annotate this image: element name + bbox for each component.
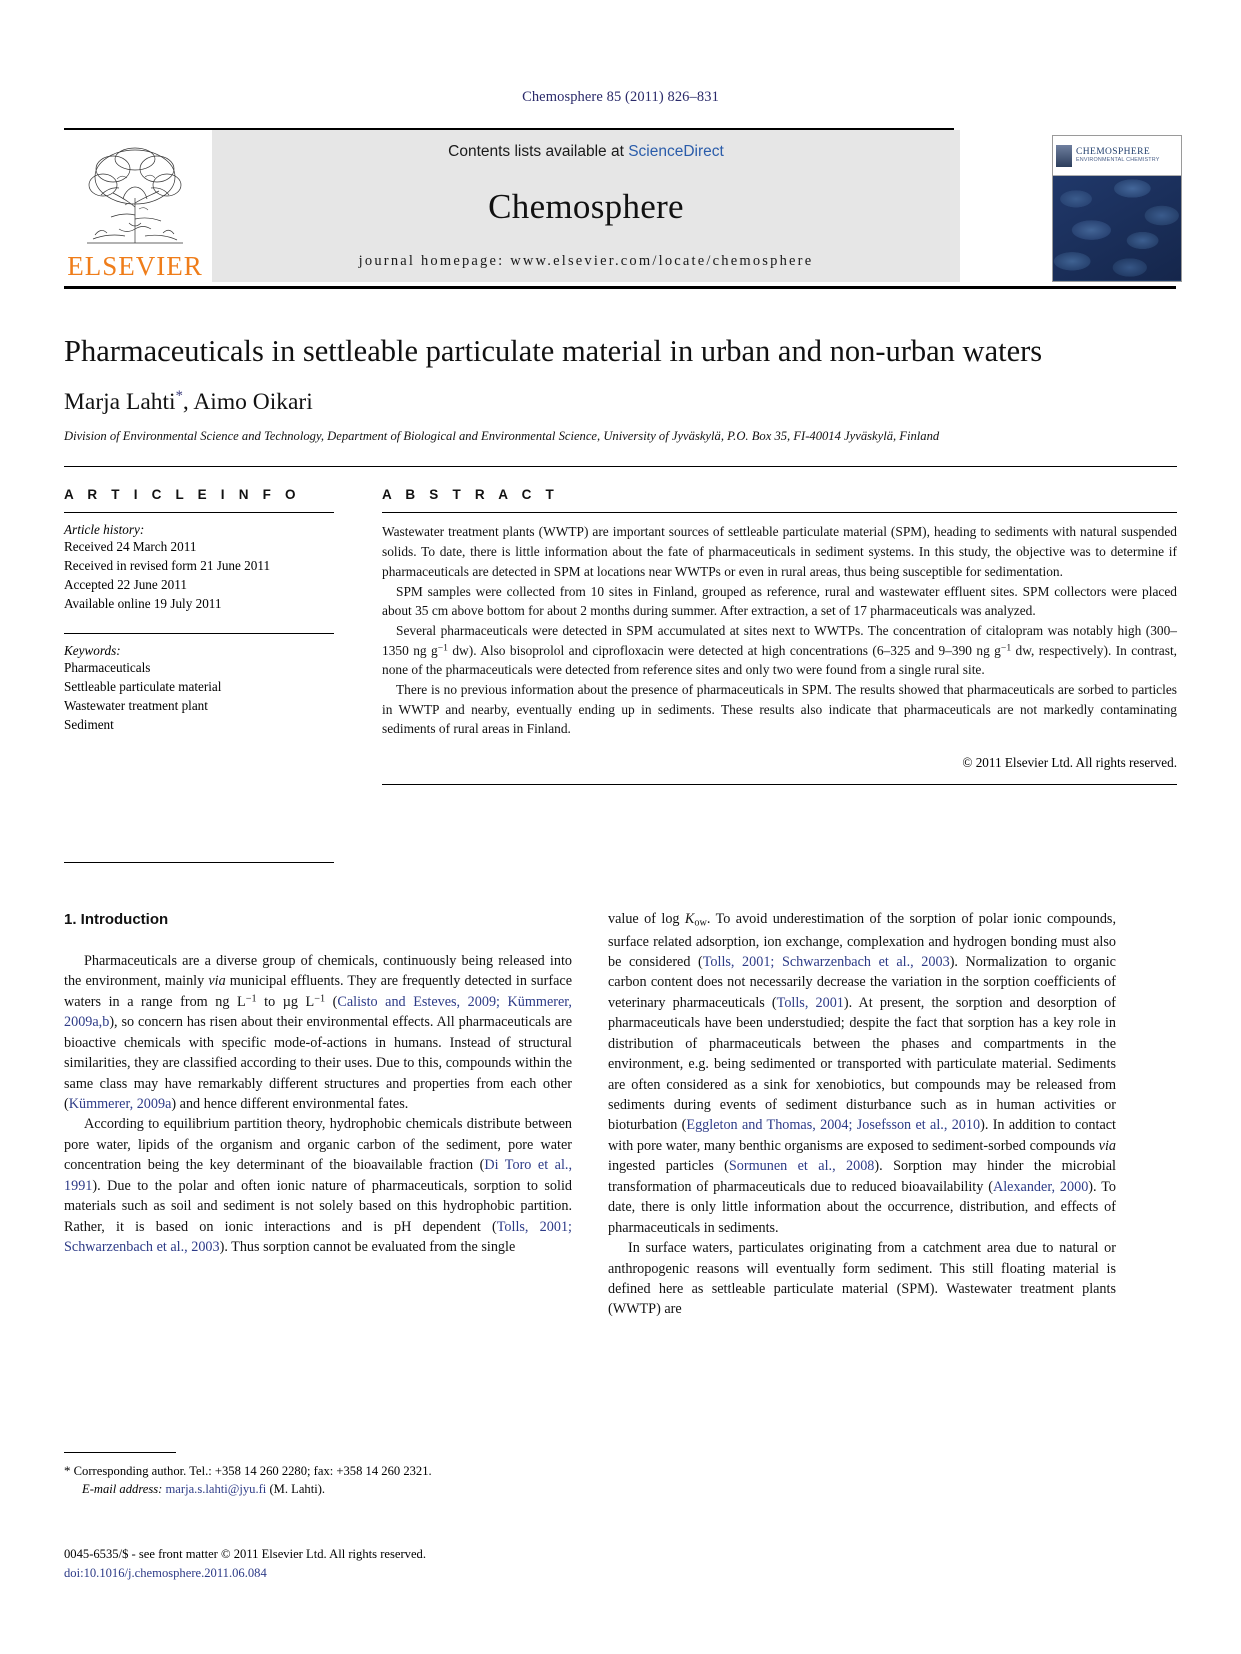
elsevier-logo xyxy=(64,130,206,282)
corresponding-author-marker: * xyxy=(175,387,183,404)
keywords-label: Keywords: xyxy=(64,643,121,659)
keyword-item: Settleable particulate material xyxy=(64,679,222,695)
keyword-item: Pharmaceuticals xyxy=(64,660,151,676)
cover-artwork xyxy=(1053,176,1181,280)
abstract-column xyxy=(382,487,1177,863)
email-link[interactable]: marja.s.lahti@jyu.fi xyxy=(165,1481,267,1496)
contents-available-line xyxy=(448,143,724,161)
journal-title: Chemosphere xyxy=(488,187,684,226)
cover-header xyxy=(1053,136,1181,176)
cover-journal-subtitle: ENVIRONMENTAL CHEMISTRY xyxy=(1076,156,1160,163)
email-suffix: (M. Lahti). xyxy=(269,1481,326,1496)
contents-prefix: Contents lists available at xyxy=(448,143,629,160)
info-abstract-row xyxy=(64,466,1177,863)
keyword-item: Sediment xyxy=(64,716,114,732)
affiliation: Division of Environmental Science and Technology, Department of Biological and Environmental Science, University of Jyväskylä, P.O. Box 35, FI-40014 Jyväskylä, Finland xyxy=(64,429,940,444)
email-label: E-mail address: xyxy=(82,1481,163,1496)
elsevier-tree-icon xyxy=(73,143,197,251)
journal-cover-thumbnail xyxy=(1052,135,1182,282)
abstract-body xyxy=(382,522,1177,739)
email-note xyxy=(64,1481,572,1499)
cover-badge-icon xyxy=(1056,145,1072,167)
body-columns xyxy=(64,909,1177,1320)
body-column-right xyxy=(608,909,1116,1320)
intro-paragraph: Pharmaceuticals are a diverse group of chemicals, continuously being released into the environment, mainly via municipal effluents. They are frequently detected in surface waters in a range from ng $L^{-1}$ to µg $L^{-1}$ (Calisto and Esteves, 2009; Kümmerer, 2009a,b), so concern has risen about their environmental effects. All pharmaceuticals are bioactive chemicals with specific mode-of-actions in humans. Instead of structural similarities, they are classified according to their uses. Due to this, compounds within the same class may have remarkably different structures and properties from each other (Kümmerer, 2009a) and hence different environmental fates. xyxy=(64,952,572,1112)
footnote-rule xyxy=(64,1452,176,1453)
article-info-column xyxy=(64,487,334,863)
author-primary: Marja Lahti xyxy=(64,388,176,415)
article-info-rule xyxy=(64,512,334,513)
author-list xyxy=(64,388,1177,416)
history-revised: Received in revised form 21 June 2011 xyxy=(64,558,271,574)
article-info-bottom-rule xyxy=(64,862,334,863)
elsevier-wordmark: ELSEVIER xyxy=(67,251,203,281)
footnote-area xyxy=(64,1452,572,1499)
abstract-rule xyxy=(382,512,1177,513)
abstract-copyright: © 2011 Elsevier Ltd. All rights reserved. xyxy=(962,755,1177,771)
doi-link[interactable]: doi:10.1016/j.chemosphere.2011.06.084 xyxy=(64,1565,267,1580)
intro-paragraph: value of $\log K_{ow}$. To avoid underestimation of the sorption of polar ionic compounds, surface related adsorption, ion exchange, complexation and hydrogen bonding must also be considered (Tolls, 2001; Schwarzenbach et al., 2003). Normalization to organic carbon content does not necessarily decrease the variation in the sorption coefficients of veterinary pharmaceuticals (Tolls, 2001). At present, the sorption and desorption of pharmaceuticals have been understudied; despite the fact that sorption has a key role in distribution of pharmaceuticals between the phases and compartments in the environment, e.g. being sedimented or transported with particulate material. Sediments are often considered as a sink for xenobiotics, but compounds may be released from sediments during events of sediment disturbance such as in human activities or bioturbation (Eggleton and Thomas, 2004; Josefsson et al., 2010). In addition to contact with pore water, many benthic organisms are exposed to sediment-sorbed compounds via ingested particles (Sormunen et al., 2008). Sorption may hinder the microbial transformation of pharmaceuticals due to reduced bioavailability (Alexander, 2000). To date, there is only little information about the occurrence, distribution, and effects of pharmaceuticals in sediments. xyxy=(608,911,1117,1236)
abstract-paragraph: There is no previous information about the presence of pharmaceuticals in SPM. The results showed that pharmaceuticals are sorbed to particles in WWTP and nearby, eventually ending up in sediments. These results also indicate that pharmaceuticals are not markedly contaminating sediments of rural areas in Finland. xyxy=(382,682,1177,737)
article-history-label: Article history: xyxy=(64,522,145,538)
title-block xyxy=(64,333,1177,444)
page-title: Pharmaceuticals in settleable particulate material in urban and non-urban waters xyxy=(64,334,1043,368)
masthead-bottom-rule xyxy=(64,286,1176,289)
sciencedirect-link[interactable]: ScienceDirect xyxy=(628,143,724,160)
keywords-rule xyxy=(64,633,334,634)
journal-masthead xyxy=(64,128,1177,289)
cover-journal-title: CHEMOSPHERE xyxy=(1076,146,1151,157)
masthead-center-panel xyxy=(212,130,960,282)
history-online: Available online 19 July 2011 xyxy=(64,595,222,611)
abstract-bottom-rule xyxy=(382,784,1177,785)
bottom-matter xyxy=(64,1545,764,1583)
keyword-item: Wastewater treatment plant xyxy=(64,697,208,713)
issn-copyright-line: 0045-6535/$ - see front matter © 2011 Elsevier Ltd. All rights reserved. xyxy=(64,1547,426,1561)
section-heading-introduction: 1. Introduction xyxy=(64,911,169,929)
abstract-paragraph: SPM samples were collected from 10 sites in Finland, grouped as reference, rural and wastewater effluent sites. SPM collectors were placed about 35 cm above bottom for about 2 months during summer. After extraction, a set of 17 pharmaceuticals was analyzed. xyxy=(382,583,1177,619)
running-head: Chemosphere 85 (2011) 826–831 xyxy=(522,89,719,105)
abstract-paragraph: Wastewater treatment plants (WWTP) are important sources of settleable particulate material (SPM), heading to sediments with natural suspended solids. To date, there is little information about the fate of pharmaceuticals in sediment systems. In this study, the objective was to determine if pharmaceuticals are detected in SPM at locations near WWTPs or even in rural areas, thus being susceptible for sedimentation. xyxy=(382,524,1177,579)
intro-paragraph: According to equilibrium partition theory, hydrophobic chemicals distribute between pore water, lipids of the organism and organic carbon of the sediment, pore water concentration being the key determinant of the bioavailable fraction (Di Toro et al., 1991). Due to the polar and often ionic nature of pharmaceuticals, sorption to solid materials such as soil and sediment is not solely based on this hydrophobic partition. Rather, it is based on ionic interactions and is pH dependent (Tolls, 2001; Schwarzenbach et al., 2003). Thus sorption cannot be evaluated from the single xyxy=(64,1116,573,1256)
article-info-heading: A R T I C L E I N F O xyxy=(64,487,301,503)
footnote-star-marker: * xyxy=(64,1463,71,1478)
abstract-paragraph: Several pharmaceuticals were detected in SPM accumulated at sites next to WWTPs. The concentration of citalopram was notably high (300–1350 ng $g^{-1}$ dw). Also bisoprolol and ciprofloxacin were detected at high concentrations (6–325 and 9–390 ng $g^{-1}$ dw, respectively). In contrast, none of the pharmaceuticals were detected from reference sites and only two were found from a single rural site. xyxy=(382,622,1178,678)
body-column-left xyxy=(64,909,572,1320)
intro-paragraph: In surface waters, particulates originating from a catchment area due to natural or anthropogenic reasons will eventually form sediment. This still floating material is defined here as settleable particulate material (SPM). Wastewater treatment plants (WWTP) are xyxy=(608,1240,1116,1318)
corresponding-author-text: Corresponding author. Tel.: +358 14 260 2280; fax: +358 14 260 2321. xyxy=(73,1464,432,1478)
history-accepted: Accepted 22 June 2011 xyxy=(64,576,187,592)
history-received: Received 24 March 2011 xyxy=(64,539,197,555)
corresponding-author-note xyxy=(64,1462,572,1481)
abstract-heading: A B S T R A C T xyxy=(382,487,559,503)
author-secondary: , Aimo Oikari xyxy=(182,388,313,415)
journal-homepage-line[interactable]: journal homepage: www.elsevier.com/locate/chemosphere xyxy=(358,253,814,269)
